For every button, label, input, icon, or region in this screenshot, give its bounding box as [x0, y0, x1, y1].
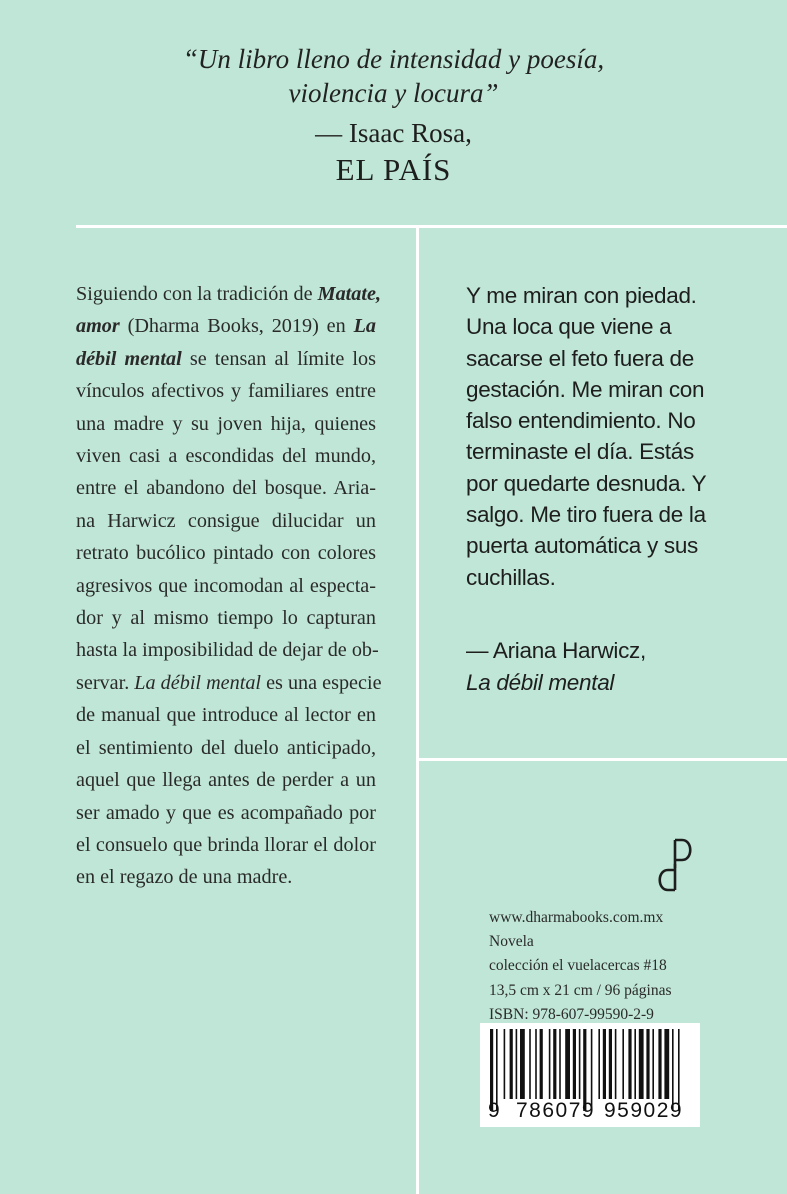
synopsis-text	[76, 278, 382, 894]
excerpt-line: cuchillas.	[466, 564, 556, 590]
barcode-digits	[480, 1099, 700, 1127]
synopsis-line: hasta la imposibilidad de dejar de ob-	[76, 639, 379, 662]
publication-info	[489, 906, 729, 1027]
barcode-group-1: 786079	[516, 1099, 596, 1122]
publisher-website: www.dharmabooks.com.mx	[489, 909, 664, 926]
top-divider	[76, 225, 787, 228]
quote-line-2: violencia y locura”	[288, 78, 499, 108]
vertical-divider	[416, 227, 419, 1194]
synopsis-line: vínculos afectivos y familiares entre	[76, 380, 376, 403]
synopsis-line: viven casi a escondidas del mundo,	[76, 445, 376, 468]
synopsis-line: el consuelo que brinda llorar el dolor	[76, 833, 376, 856]
synopsis-line: retrato bucólico pintado con colores	[76, 542, 376, 565]
synopsis-line: servar. La débil mental es una especie	[76, 671, 382, 694]
synopsis-line: amor (Dharma Books, 2019) en La	[76, 315, 376, 338]
barcode-first-digit: 9	[488, 1099, 500, 1122]
excerpt-line: gestación. Me miran con	[466, 376, 705, 402]
synopsis-line: na Harwicz consigue dilucidar un	[76, 509, 376, 532]
quote-author: — Isaac Rosa,	[315, 118, 472, 148]
synopsis-line: una madre y su joven hija, quienes	[76, 412, 376, 435]
excerpt-line: por quedarte desnuda. Y	[466, 470, 707, 496]
right-divider	[418, 758, 787, 761]
book-collection: colección el vuelacercas #18	[489, 957, 667, 975]
excerpt-text	[466, 280, 776, 593]
excerpt-line: salgo. Me tiro fuera de la	[466, 502, 706, 528]
cover-quote	[0, 42, 787, 188]
synopsis-line: Siguiendo con la tradición de Matate,	[76, 283, 382, 305]
dharma-books-logo-icon	[655, 838, 699, 892]
excerpt-line: falso entendimiento. No	[466, 408, 696, 434]
quote-source: EL PAÍS	[335, 152, 452, 187]
synopsis-line: débil mental se tensan al límite los	[76, 347, 376, 370]
quote-line-1: “Un libro lleno de intensidad y poesía,	[182, 44, 605, 74]
excerpt-line: Una loca que viene a	[466, 314, 672, 340]
book-isbn: ISBN: 978-607-99590-2-9	[489, 1005, 654, 1023]
synopsis-line: dor y al mismo tiempo lo capturan	[76, 607, 376, 630]
excerpt-attribution	[466, 635, 776, 698]
excerpt-work-title: La débil mental	[466, 669, 615, 695]
excerpt-line: terminaste el día. Estás	[466, 439, 694, 465]
synopsis-line: aquel que llega antes de perder a un	[76, 769, 376, 792]
synopsis-line: de manual que introduce al lector en	[76, 704, 376, 727]
excerpt-author: — Ariana Harwicz,	[466, 638, 646, 663]
synopsis-line: ser amado y que es acompañado por	[76, 801, 376, 824]
synopsis-line: agresivos que incomodan al especta-	[76, 574, 376, 597]
isbn-barcode	[480, 1023, 700, 1127]
excerpt-line: Y me miran con piedad.	[466, 283, 697, 308]
book-genre: Novela	[489, 933, 534, 951]
book-format: 13,5 cm x 21 cm / 96 páginas	[489, 981, 672, 999]
synopsis-line: en el regazo de una madre.	[76, 866, 293, 889]
excerpt-line: puerta automática y sus	[466, 533, 698, 559]
excerpt-line: sacarse el feto fuera de	[466, 345, 694, 371]
synopsis-line: entre el abandono del bosque. Aria-	[76, 477, 376, 500]
barcode-group-2: 959029	[604, 1099, 684, 1122]
synopsis-line: el sentimiento del duelo anticipado,	[76, 736, 376, 759]
